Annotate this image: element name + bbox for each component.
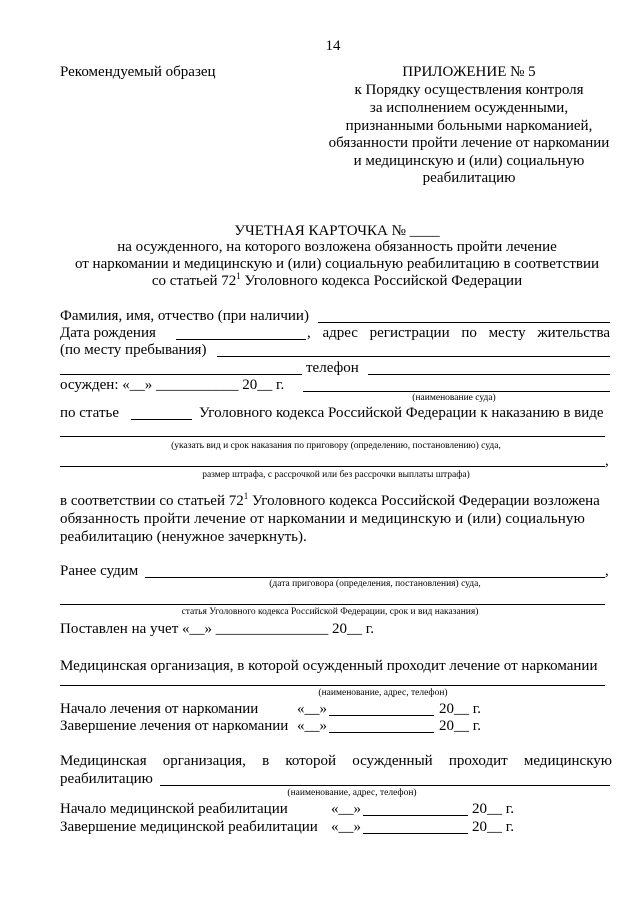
rehab-org-hint: (наименование, адрес, телефон)	[287, 788, 417, 798]
rehab-word: реабилитацию	[60, 771, 153, 787]
rehab-start-field[interactable]	[363, 815, 468, 816]
phone-field[interactable]	[368, 374, 610, 375]
court-hint: (наименование суда)	[412, 393, 496, 403]
comma: ,	[605, 453, 609, 469]
article-label: по статье	[60, 405, 119, 421]
prior-hint-2: статья Уголовного кодекса Российской Федерации, срок и вид наказания)	[181, 607, 479, 617]
accordance-line-3: реабилитацию (ненужное зачеркнуть).	[60, 529, 307, 545]
treat-start-year: 20__ г.	[439, 701, 481, 717]
med-org-hint: (наименование, адрес, телефон)	[318, 688, 448, 698]
treat-start-date: «__»	[297, 701, 327, 717]
med-org-label: Медицинская организация, в которой осужденный проходит лечение от наркомании	[60, 658, 598, 674]
prior-field[interactable]	[145, 577, 605, 578]
rehab-org-field[interactable]	[160, 785, 610, 786]
appendix-line: признанными больными наркоманией,	[345, 118, 593, 134]
court-field[interactable]	[303, 391, 610, 392]
address-label: , адрес регистрации по месту жительства	[307, 325, 610, 341]
dob-field[interactable]	[176, 339, 306, 340]
fine-hint: размер штрафа, с рассрочкой или без рассрочки выплаты штрафа)	[202, 470, 470, 480]
prior-field-2[interactable]	[60, 604, 605, 605]
appendix-line: к Порядку осуществления контроля	[354, 82, 584, 98]
phone-label: телефон	[306, 360, 359, 376]
appendix-line: за исполнением осужденными,	[369, 100, 569, 116]
appendix-line: и медицинскую и (или) социальную	[353, 153, 585, 169]
rehab-end-label: Завершение медицинской реабилитации	[60, 819, 318, 835]
card-title: УЧЕТНАЯ КАРТОЧКА № ____	[234, 223, 440, 239]
rehab-end-date: «__»	[331, 819, 361, 835]
treat-end-field[interactable]	[329, 732, 434, 733]
accordance-line-1: в соответствии со статьей $72^1$ Уголовного кодекса Российской Федерации возложена	[60, 491, 600, 509]
med-org-field[interactable]	[60, 685, 605, 686]
article-rest-label: Уголовного кодекса Российской Федерации к наказанию в виде	[199, 405, 604, 421]
penalty-hint: (указать вид и срок наказания по приговору (определению, постановлению) суда,	[171, 441, 501, 451]
registered-label: Поставлен на учет «__» _______________ 20__ г.	[60, 621, 374, 637]
rehab-end-year: 20__ г.	[472, 819, 514, 835]
rehab-start-label: Начало медицинской реабилитации	[60, 801, 288, 817]
stay-label: (по месту пребывания)	[60, 342, 207, 358]
dob-label: Дата рождения	[60, 325, 156, 341]
comma: ,	[605, 563, 609, 579]
accordance-line-2: обязанность пройти лечение от наркомании и медицинскую и (или) социальную	[60, 511, 585, 527]
rehab-end-field[interactable]	[363, 833, 468, 834]
address-field-2[interactable]	[60, 374, 302, 375]
rehab-start-year: 20__ г.	[472, 801, 514, 817]
appendix-line: обязанности пройти лечение от наркомании	[328, 135, 610, 151]
fio-label: Фамилия, имя, отчество (при наличии)	[60, 308, 309, 324]
recommended-sample-label: Рекомендуемый образец	[60, 64, 216, 80]
fine-field[interactable]	[60, 466, 605, 467]
appendix-line: реабилитацию	[422, 170, 516, 186]
appendix-title: ПРИЛОЖЕНИЕ № 5	[402, 64, 536, 80]
card-subtitle-3: со статьей $72^1$ Уголовного кодекса Российской Федерации	[151, 271, 523, 289]
penalty-field[interactable]	[60, 436, 605, 437]
treat-end-date: «__»	[297, 718, 327, 734]
treat-start-field[interactable]	[329, 715, 434, 716]
sentenced-label: осужден: «__» ___________ 20__ г.	[60, 377, 285, 393]
article-field[interactable]	[131, 419, 192, 420]
rehab-start-date: «__»	[331, 801, 361, 817]
address-field-1[interactable]	[217, 356, 610, 357]
card-subtitle-2: от наркомании и медицинскую и (или) социальную реабилитацию в соответствии	[74, 256, 600, 272]
card-subtitle-1: на осужденного, на которого возложена обязанность пройти лечение	[117, 239, 557, 255]
fio-field[interactable]	[318, 322, 610, 323]
prior-hint: (дата приговора (определения, постановления) суда,	[269, 579, 481, 589]
page-number: 14	[325, 38, 341, 54]
prior-label: Ранее судим	[60, 563, 139, 579]
treat-start-label: Начало лечения от наркомании	[60, 701, 259, 717]
treat-end-label: Завершение лечения от наркомании	[60, 718, 289, 734]
rehab-org-label: Медицинская организация, в которой осужденный проходит медицинскую	[60, 753, 612, 769]
treat-end-year: 20__ г.	[439, 718, 481, 734]
